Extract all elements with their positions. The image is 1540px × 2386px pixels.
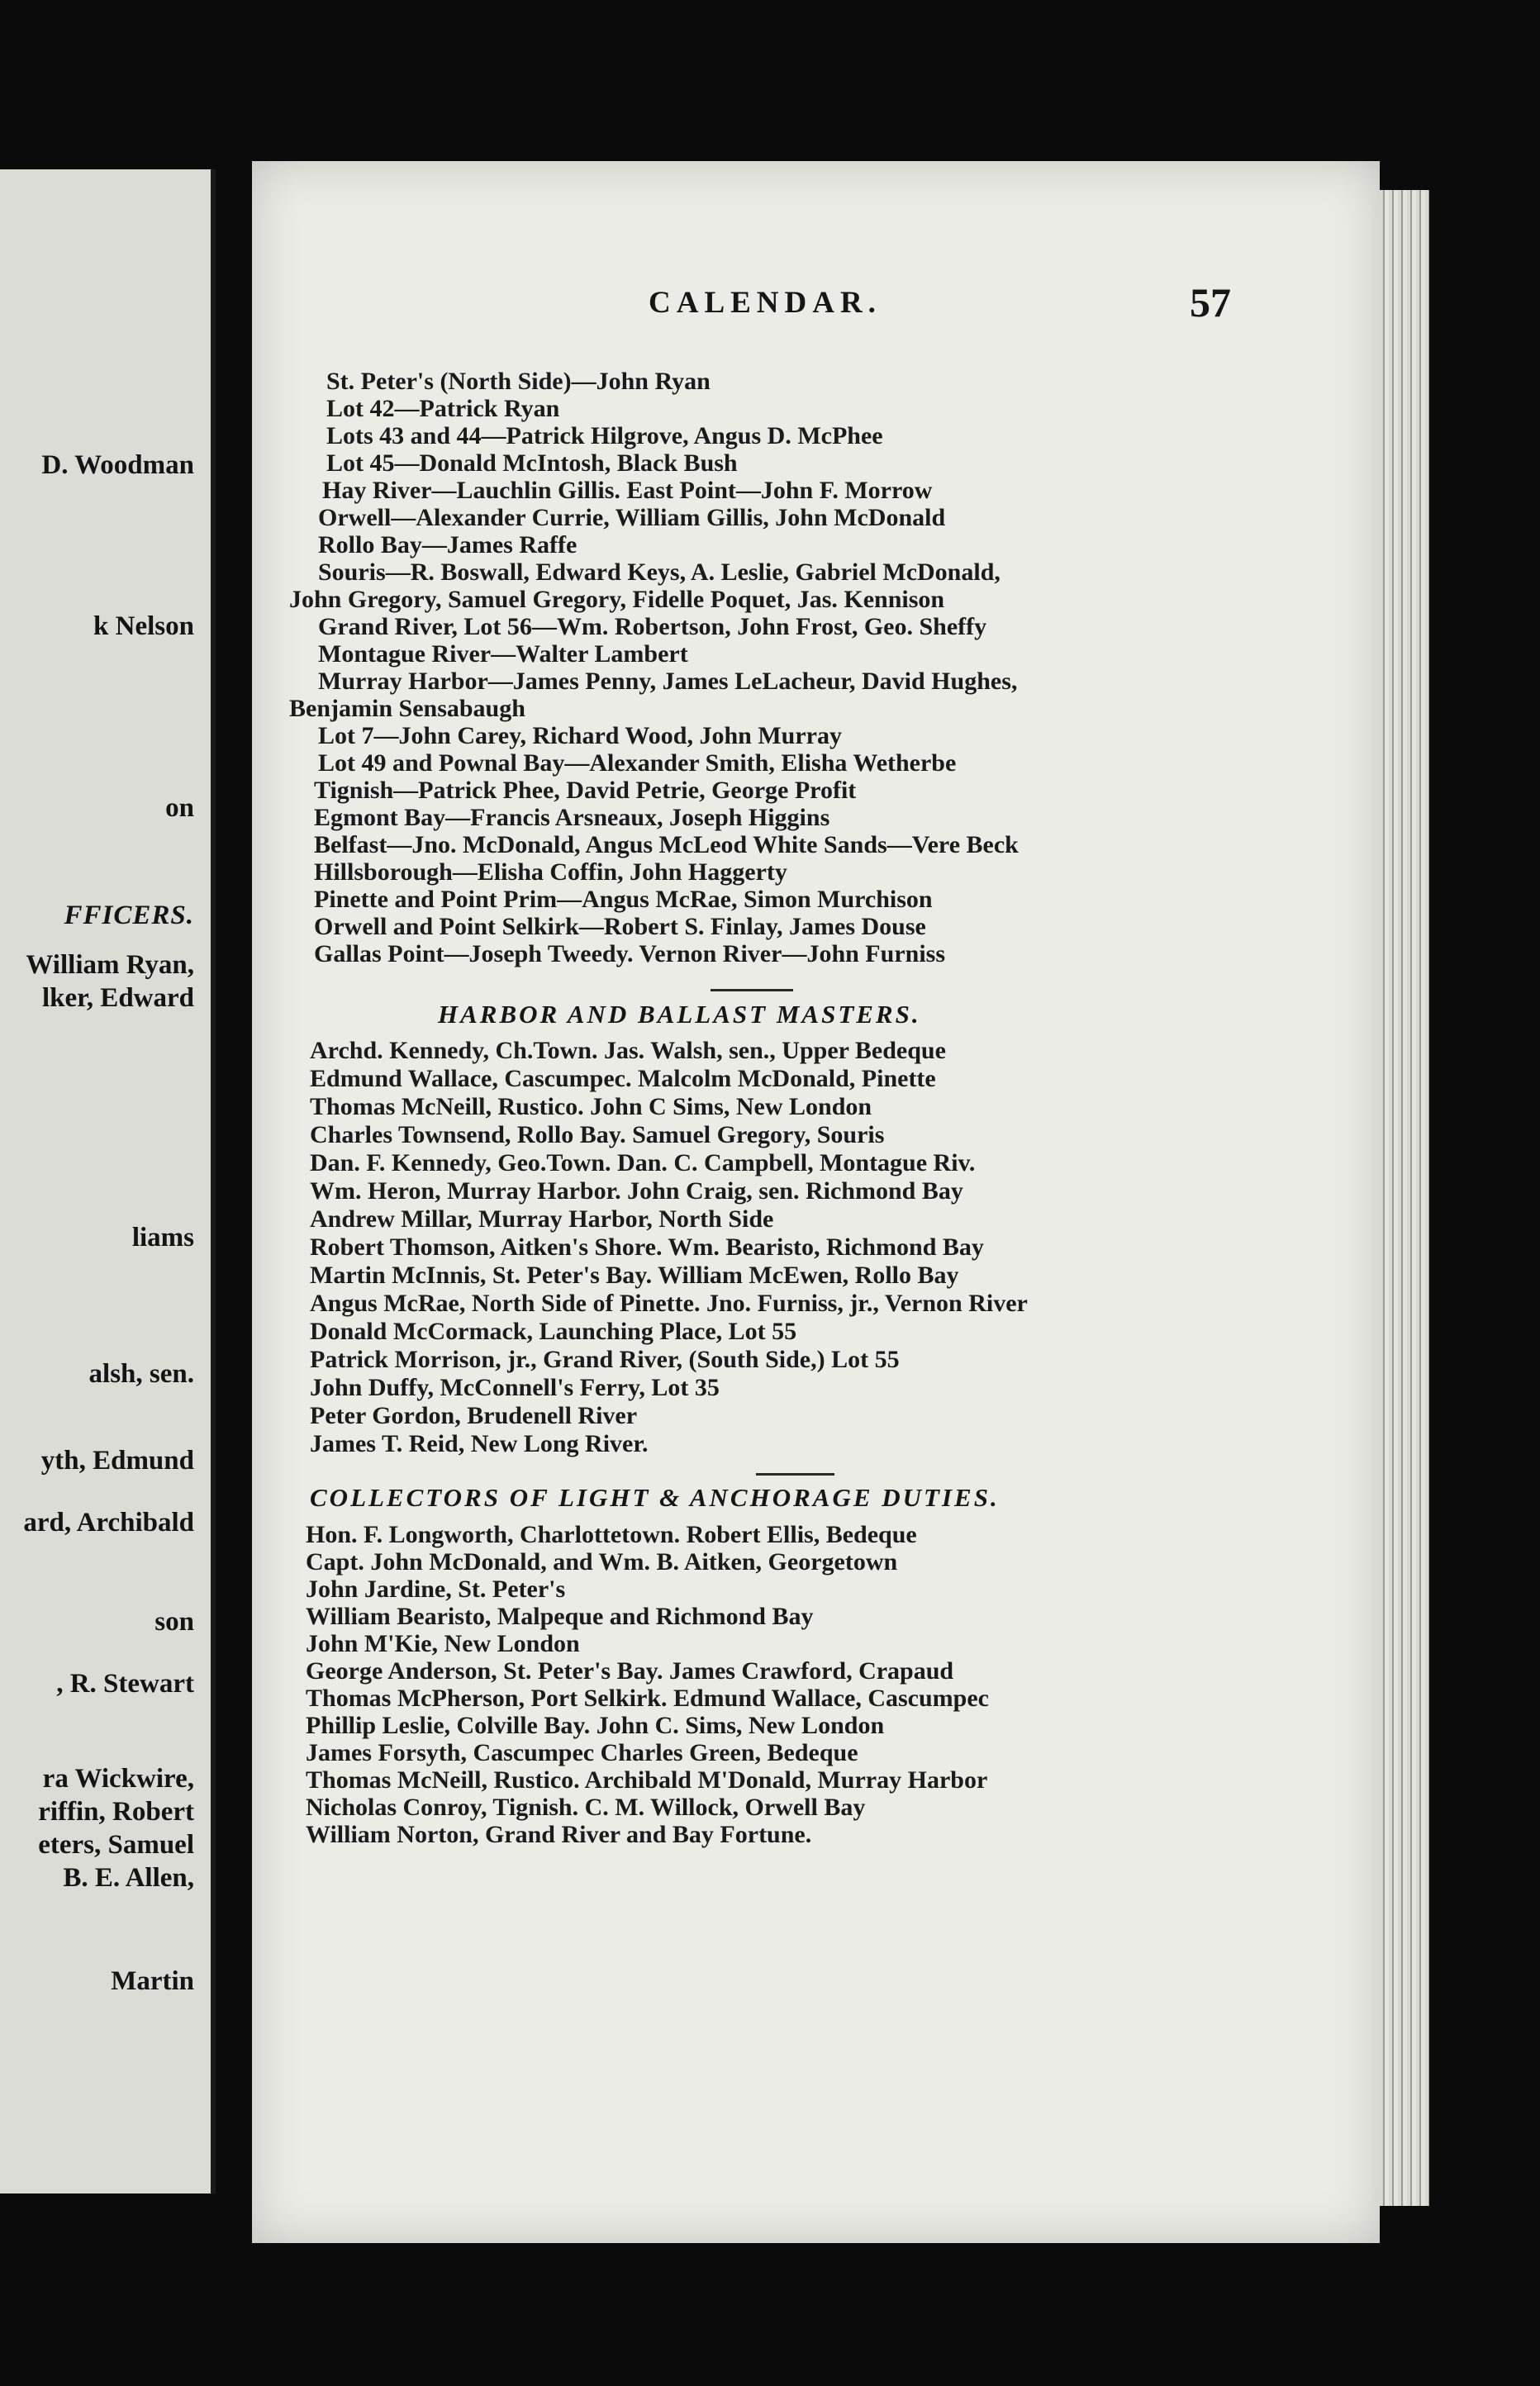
list-item: Pinette and Point Prim—Angus McRae, Simon Murchison <box>314 886 933 913</box>
list-item: Martin McInnis, St. Peter's Bay. William McEwen, Rollo Bay <box>310 1262 959 1289</box>
facing-page-fragment: yth, Edmund <box>40 1446 194 1476</box>
facing-page <box>0 169 216 2194</box>
facing-page-fragment: ra Wickwire, <box>42 1764 194 1794</box>
facing-page-fragment: alsh, sen. <box>88 1359 194 1389</box>
list-item: Thomas McNeill, Rustico. John C Sims, New London <box>310 1093 872 1120</box>
list-item: George Anderson, St. Peter's Bay. James Crawford, Crapaud <box>306 1657 954 1685</box>
facing-page-fragment: riffin, Robert <box>38 1797 194 1827</box>
facing-page-fragment: son <box>154 1607 194 1637</box>
section-divider <box>756 1473 834 1476</box>
list-item: Montague River—Walter Lambert <box>318 640 688 668</box>
list-item: Patrick Morrison, jr., Grand River, (South Side,) Lot 55 <box>310 1346 900 1373</box>
facing-page-fragment: William Ryan, <box>26 950 194 980</box>
list-item: James Forsyth, Cascumpec Charles Green, Bedeque <box>306 1739 858 1766</box>
list-item: Nicholas Conroy, Tignish. C. M. Willock, Orwell Bay <box>306 1794 866 1821</box>
list-item: John Jardine, St. Peter's <box>306 1576 566 1603</box>
list-item: Rollo Bay—James Raffe <box>318 531 578 558</box>
facing-page-fragment: FFICERS. <box>64 901 194 930</box>
list-item: John Gregory, Samuel Gregory, Fidelle Poquet, Jas. Kennison <box>289 586 945 613</box>
list-item: Lots 43 and 44—Patrick Hilgrove, Angus D. McPhee <box>326 422 883 449</box>
list-item: Belfast—Jno. McDonald, Angus McLeod White Sands—Vere Beck <box>314 831 1019 858</box>
running-head <box>252 279 1380 335</box>
facing-page-fragment: Martin <box>111 1966 194 1996</box>
facing-page-fragment: k Nelson <box>93 611 194 641</box>
list-item: Peter Gordon, Brudenell River <box>310 1402 638 1429</box>
list-item: Hon. F. Longworth, Charlottetown. Robert Ellis, Bedeque <box>306 1521 917 1548</box>
list-item: Angus McRae, North Side of Pinette. Jno. Furniss, jr., Vernon River <box>310 1290 1028 1317</box>
list-item: Hillsborough—Elisha Coffin, John Haggerty <box>314 858 787 886</box>
section-heading: COLLECTORS OF LIGHT & ANCHORAGE DUTIES. <box>310 1483 1000 1512</box>
list-item: Capt. John McDonald, and Wm. B. Aitken, Georgetown <box>306 1548 898 1576</box>
facing-page-fragment: eters, Samuel <box>38 1830 194 1860</box>
list-item: Orwell—Alexander Currie, William Gillis, John McDonald <box>318 504 946 531</box>
list-item: Lot 45—Donald McIntosh, Black Bush <box>326 449 738 477</box>
running-title: CALENDAR. <box>649 286 882 320</box>
list-item: Lot 7—John Carey, Richard Wood, John Murray <box>318 722 842 749</box>
list-item: Wm. Heron, Murray Harbor. John Craig, sen. Richmond Bay <box>310 1177 963 1205</box>
list-item: Robert Thomson, Aitken's Shore. Wm. Bearisto, Richmond Bay <box>310 1233 984 1261</box>
facing-page-fragment: on <box>165 793 194 823</box>
facing-page-fragment: liams <box>131 1223 194 1252</box>
list-item: Thomas McNeill, Rustico. Archibald M'Donald, Murray Harbor <box>306 1766 988 1794</box>
page-number: 57 <box>1190 279 1231 326</box>
list-item: Souris—R. Boswall, Edward Keys, A. Leslie, Gabriel McDonald, <box>318 558 1001 586</box>
list-item: Gallas Point—Joseph Tweedy. Vernon River—John Furniss <box>314 940 946 967</box>
facing-page-fragment: lker, Edward <box>42 983 194 1013</box>
list-item: Donald McCormack, Launching Place, Lot 55 <box>310 1318 797 1345</box>
list-item: Egmont Bay—Francis Arsneaux, Joseph Higgins <box>314 804 830 831</box>
facing-page-fragment: B. E. Allen, <box>63 1863 194 1893</box>
list-item: Murray Harbor—James Penny, James LeLacheur, David Hughes, <box>318 668 1018 695</box>
list-item: William Bearisto, Malpeque and Richmond Bay <box>306 1603 814 1630</box>
list-item: Charles Townsend, Rollo Bay. Samuel Gregory, Souris <box>310 1121 885 1148</box>
list-item: Tignish—Patrick Phee, David Petrie, George Profit <box>314 777 857 804</box>
list-item: John M'Kie, New London <box>306 1630 580 1657</box>
list-item: Lot 42—Patrick Ryan <box>326 395 560 422</box>
section-heading: HARBOR AND BALLAST MASTERS. <box>438 1000 921 1029</box>
list-item: Thomas McPherson, Port Selkirk. Edmund Wallace, Cascumpec <box>306 1685 989 1712</box>
page-edges <box>1380 190 1429 2206</box>
list-item: John Duffy, McConnell's Ferry, Lot 35 <box>310 1374 720 1401</box>
list-item: Lot 49 and Pownal Bay—Alexander Smith, Elisha Wetherbe <box>318 749 957 777</box>
facing-page-fragment: D. Woodman <box>41 450 194 480</box>
list-item: Phillip Leslie, Colville Bay. John C. Sims, New London <box>306 1712 885 1739</box>
facing-page-fragment: ard, Archibald <box>23 1508 194 1538</box>
list-item: Hay River—Lauchlin Gillis. East Point—John F. Morrow <box>322 477 933 504</box>
list-item: Edmund Wallace, Cascumpec. Malcolm McDonald, Pinette <box>310 1065 936 1092</box>
list-item: St. Peter's (North Side)—John Ryan <box>326 368 711 395</box>
list-item: William Norton, Grand River and Bay Fortune. <box>306 1821 812 1848</box>
facing-page-fragment: , R. Stewart <box>56 1669 194 1699</box>
list-item: Benjamin Sensabaugh <box>289 695 525 722</box>
list-item: Orwell and Point Selkirk—Robert S. Finlay, James Douse <box>314 913 926 940</box>
list-item: Archd. Kennedy, Ch.Town. Jas. Walsh, sen., Upper Bedeque <box>310 1037 946 1064</box>
list-item: Dan. F. Kennedy, Geo.Town. Dan. C. Campbell, Montague Riv. <box>310 1149 976 1176</box>
section-divider <box>711 989 793 991</box>
list-item: James T. Reid, New Long River. <box>310 1430 649 1457</box>
list-item: Grand River, Lot 56—Wm. Robertson, John Frost, Geo. Sheffy <box>318 613 987 640</box>
book-page <box>252 161 1380 2243</box>
list-item: Andrew Millar, Murray Harbor, North Side <box>310 1205 774 1233</box>
